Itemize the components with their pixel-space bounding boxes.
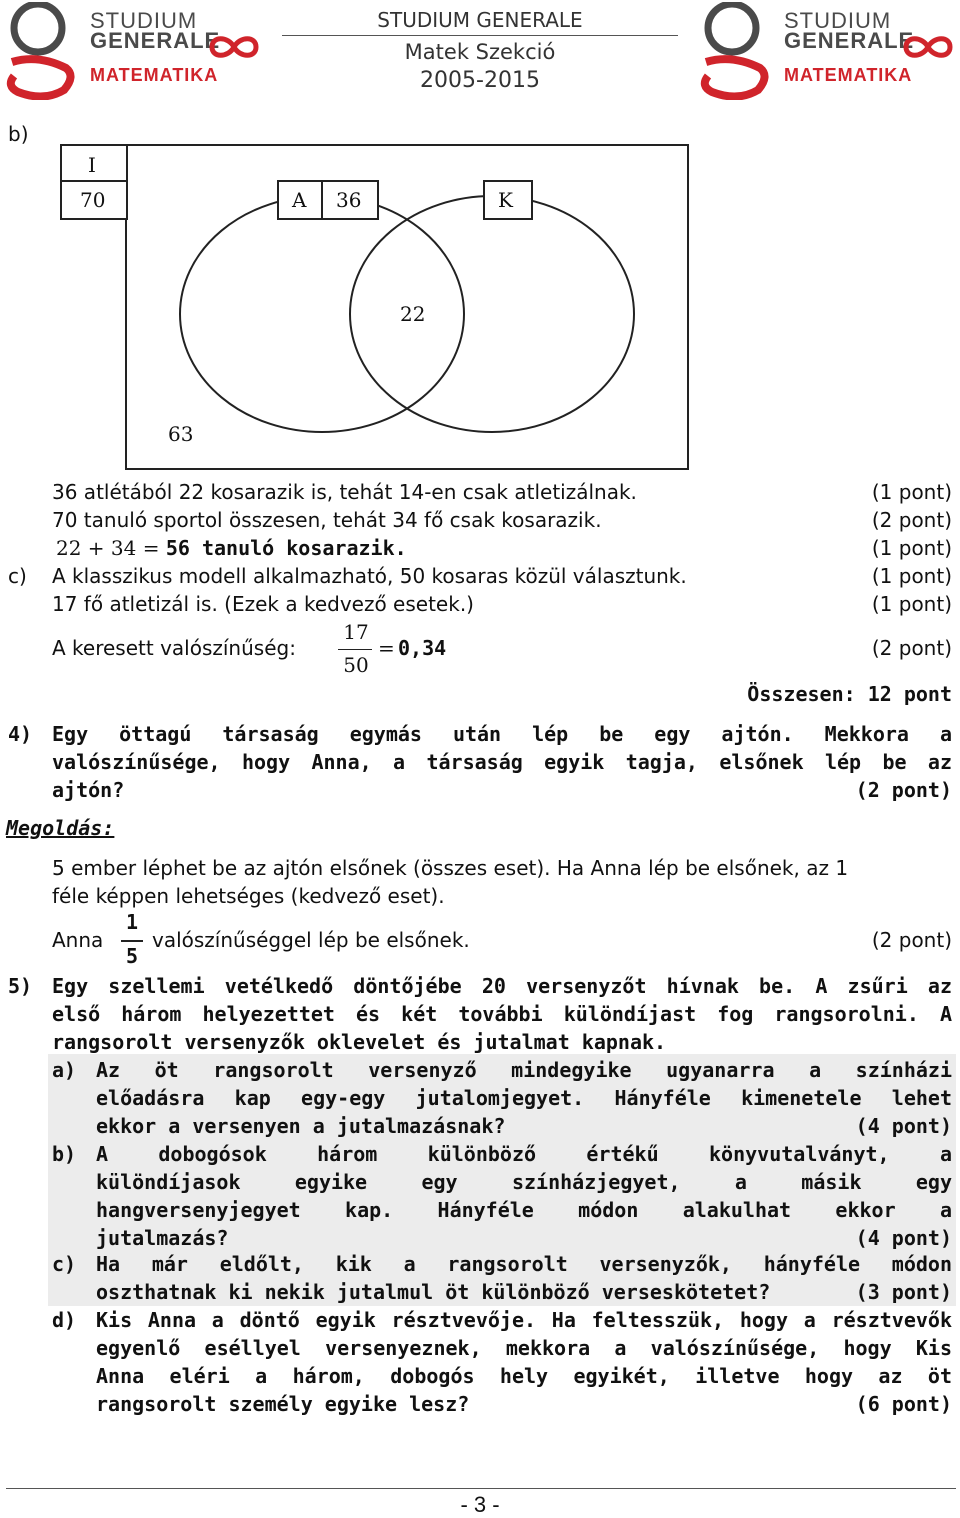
anna-fraction-numerator: 1 [125, 910, 139, 934]
probability-result: 0,34 [398, 636, 447, 660]
task5-c-line-2: oszthatnak ki nekik jutalmul öt különböző verseskötetet? [96, 1280, 771, 1304]
task5-intro-line-2: első három helyezettet és két további különdíjast fog rangsorolni. A [52, 1002, 952, 1026]
total-points: Összesen: 12 pont [747, 682, 952, 706]
sum-result: 56 [165, 536, 190, 560]
task5-d-points: (6 pont) [855, 1392, 952, 1416]
anna-points: (2 pont) [871, 928, 952, 952]
infinity-icon [902, 32, 954, 62]
part-b-label: b) [8, 122, 29, 146]
task5-a-line-2: előadásra kap egy-egy jutalomjegyet. Hányféle kimenetele lehet [96, 1086, 952, 1110]
circle-k [350, 196, 634, 432]
part-c-points-2: (1 pont) [871, 592, 952, 616]
logo-left-line1: STUDIUM [90, 8, 198, 33]
anna-fraction-denominator: 5 [125, 944, 139, 968]
logo-left [4, 2, 264, 102]
task5-b-line-3: hangversenyjegyet kap. Hányféle módon alakulhat ekkor a [96, 1198, 952, 1222]
task5-c-points: (3 pont) [855, 1280, 952, 1304]
header-rule [282, 35, 678, 36]
sum-formula: 22 + 34 = [56, 536, 166, 560]
task5-d-line-3: Anna eléri a három, dobogós hely egyikét, illetve hogy az öt [96, 1364, 952, 1388]
part-c-label: c) [8, 564, 27, 588]
task4-question-line-1: Egy öttagú társaság egymás után lép be egy ajtón. Mekkora a [52, 722, 952, 746]
task5-number: 5) [8, 974, 33, 998]
task5-b-line-2: különdíjasok egyike egy színházjegyet, a másik egy [96, 1170, 952, 1194]
logo-right-icon [698, 2, 774, 100]
header-years: 2005-2015 [420, 68, 540, 93]
logo-right [698, 2, 958, 102]
task5-intro-line-1: Egy szellemi vetélkedő döntőjébe 20 versenyzőt hívnak be. A zsűri az [52, 974, 952, 998]
anna-rest: valószínűséggel lép be elsőnek. [152, 928, 470, 952]
task5-b-line-4: jutalmazás? [96, 1226, 229, 1250]
equals-sign: = [378, 636, 395, 660]
solution-heading: Megoldás: [6, 816, 115, 840]
probability-label: A keresett valószínűség: [52, 636, 296, 660]
task5-intro-line-3: rangsorolt versenyzők oklevelet és jutalmat kapnak. [52, 1030, 667, 1054]
infinity-icon [208, 32, 260, 62]
logo-right-line1: STUDIUM [784, 8, 892, 33]
task4-solution-line-1: 5 ember léphet be az ajtón elsőnek (összes eset). Ha Anna lép be elsőnek, az 1 [52, 856, 849, 880]
logo-left-line3: MATEMATIKA [90, 65, 219, 85]
task4-question-line-2: valószínűsége, hogy Anna, a társaság egyik tagja, elsőnek lép be az [52, 750, 952, 774]
venn-set-k-label: K [498, 188, 513, 212]
task4-solution-line-2: féle képpen lehetséges (kedvező eset). [52, 884, 445, 908]
part-c-line-2: 17 fő atletizál is. (Ezek a kedvező esetek.) [52, 592, 474, 616]
task4-number: 4) [8, 722, 33, 746]
page-number: - 3 - [460, 1492, 500, 1517]
logo-right-line2: GENERALE [784, 28, 915, 53]
task5-d-label: d) [52, 1308, 77, 1332]
logo-right-line3: MATEMATIKA [784, 65, 913, 85]
task5-b-points: (4 pont) [855, 1226, 952, 1250]
task5-a-line-1: Az öt rangsorolt versenyző mindegyike ugyanarra a színházi [96, 1058, 952, 1082]
part-c-points-1: (1 pont) [871, 564, 952, 588]
venn-set-a-count: 36 [336, 188, 362, 212]
task5-c-label: c) [52, 1252, 77, 1276]
part-b-points-3: (1 pont) [871, 536, 952, 560]
sum-rest: tanuló kosarazik. [189, 536, 407, 560]
part-c-points-3: (2 pont) [871, 636, 952, 660]
task4-question-points: (2 pont) [855, 778, 952, 802]
part-b-points-2: (2 pont) [871, 508, 952, 532]
header-title: STUDIUM GENERALE [377, 8, 583, 32]
part-b-points-1: (1 pont) [871, 480, 952, 504]
task5-d-line-1: Kis Anna a döntő egyik résztvevője. Ha feltesszük, hogy a résztvevők [96, 1308, 952, 1332]
fraction-bar [338, 649, 372, 650]
task5-a-label: a) [52, 1058, 77, 1082]
header-subtitle: Matek Szekció [404, 40, 556, 64]
task5-b-label: b) [52, 1142, 77, 1166]
task4-question-line-3: ajtón? [52, 778, 125, 802]
venn-outside: 63 [168, 422, 194, 446]
fraction-numerator: 17 [343, 620, 369, 644]
part-c-line-1: A klasszikus modell alkalmazható, 50 kosaras közül választunk. [52, 564, 687, 588]
task5-c-line-1: Ha már eldőlt, kik a rangsorolt versenyzők, hányféle módon [96, 1252, 952, 1276]
venn-set-a-label: A [292, 188, 307, 212]
task5-a-points: (4 pont) [855, 1114, 952, 1138]
part-b-line-3 [56, 534, 407, 562]
fraction-denominator: 50 [343, 653, 369, 677]
task5-d-line-2: egyenlő eséllyel versenyeznek, mekkora a valószínűsége, hogy Kis [96, 1336, 952, 1360]
part-b-line-1: 36 atlétából 22 kosarazik is, tehát 14-en csak atletizálnak. [52, 480, 637, 504]
venn-universe-count: 70 [80, 188, 106, 212]
venn-universe-label: I [88, 153, 96, 177]
venn-intersection: 22 [400, 302, 426, 326]
logo-left-line2: GENERALE [90, 28, 221, 53]
task5-b-line-1: A dobogósok három különböző értékű könyvutalványt, a [96, 1142, 952, 1166]
task5-d-line-4: rangsorolt személy egyike lesz? [96, 1392, 470, 1416]
logo-left-icon [4, 2, 80, 100]
footer-rule [6, 1488, 956, 1489]
task5-a-line-3: ekkor a versenyen a jutalmazásnak? [96, 1114, 506, 1138]
venn-diagram [60, 144, 692, 472]
venn-shapes [60, 144, 692, 472]
part-b-line-2: 70 tanuló sportol összesen, tehát 34 fő csak kosarazik. [52, 508, 602, 532]
anna-label: Anna [52, 928, 104, 952]
